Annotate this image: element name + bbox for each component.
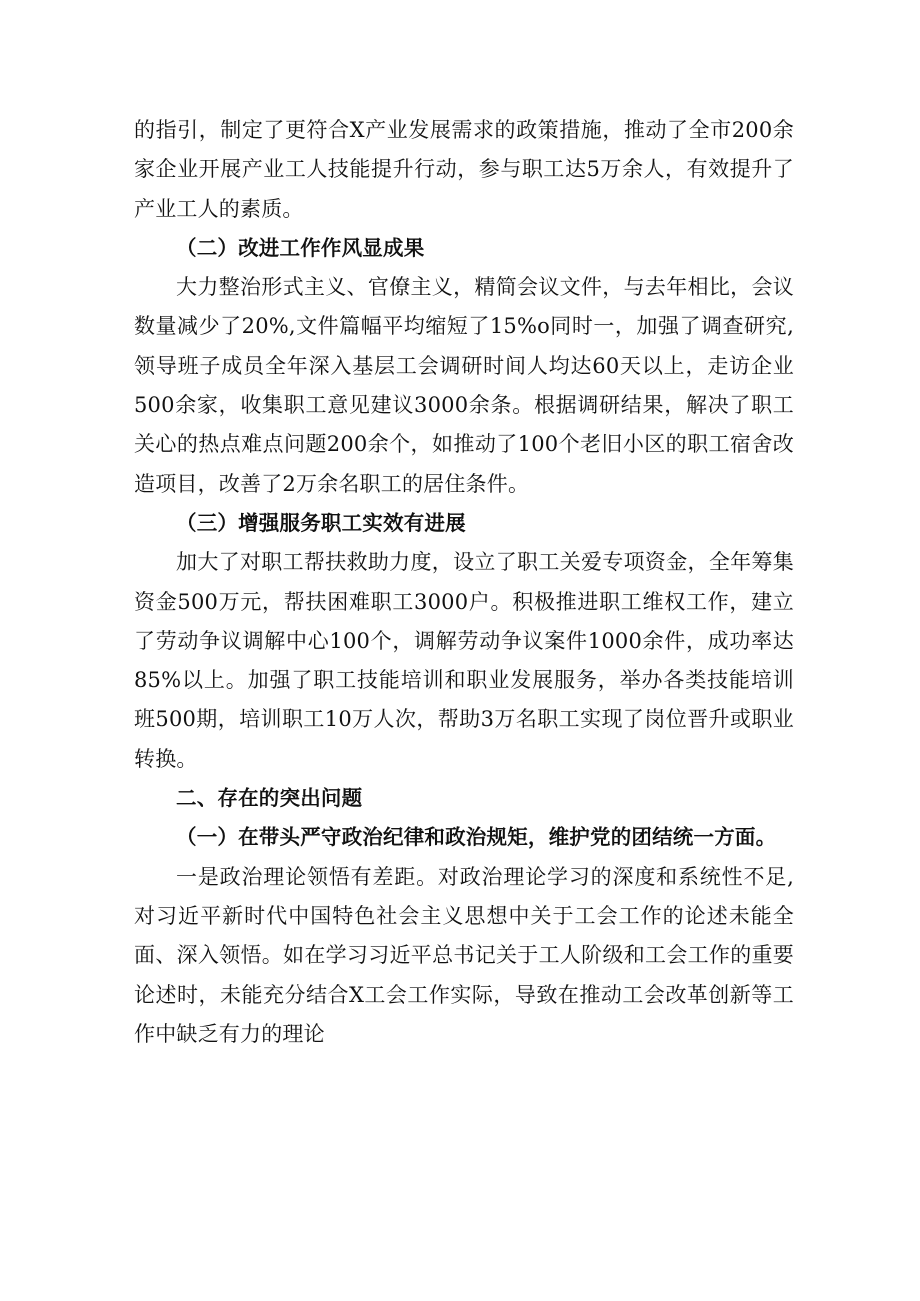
section-heading-service: （三）增强服务职工实效有进展 xyxy=(176,510,466,535)
section-heading-work-style: （二）改进工作作风显成果 xyxy=(176,235,425,260)
chapter-heading-problems: 二、存在的突出问题 xyxy=(176,786,363,811)
document-body xyxy=(134,111,794,1054)
paragraph-service: 加大了对职工帮扶救助力度，设立了职工关爱专项资金，全年筹集资金500万元，帮扶困难职工3000户。积极推进职工维权工作，建立了劳动争议调解中心100个，调解劳动争议案件1000余件，成功率达85%以上。加强了职工技能培训和职业发展服务，举办各类技能培训班500期，培训职工10万人次，帮助3万名职工实现了岗位晋升或职业转换。 xyxy=(134,550,794,771)
section-heading-political-discipline: （一）在带头严守政治纪律和政治规矩，维护党的团结统一方面。 xyxy=(176,825,777,850)
paragraph-work-style: 大力整治形式主义、官僚主义，精简会议文件，与去年相比，会议数量减少了20%,文件篇幅平均缩短了15%o同时一，加强了调查研究,领导班子成员全年深入基层工会调研时间人均达60天以上，走访企业500余家，收集职工意见建议3000余条。根据调研结果，解决了职工关心的热点难点问题200余个，如推动了100个老旧小区的职工宿舍改造项目，改善了2万余名职工的居住条件。 xyxy=(134,275,794,496)
paragraph-policy-results: 的指引，制定了更符合X产业发展需求的政策措施，推动了全市200余家企业开展产业工人技能提升行动，参与职工达5万余人，有效提升了产业工人的素质。 xyxy=(134,118,794,221)
paragraph-political-theory: 一是政治理论领悟有差距。对政治理论学习的深度和系统性不足,对习近平新时代中国特色社会主义思想中关于工会工作的论述未能全面、深入领悟。如在学习习近平总书记关于工人阶级和工会工作的重要论述时，未能充分结合X工会工作实际，导致在推动工会改革创新等工作中缺乏有力的理论 xyxy=(134,864,794,1046)
